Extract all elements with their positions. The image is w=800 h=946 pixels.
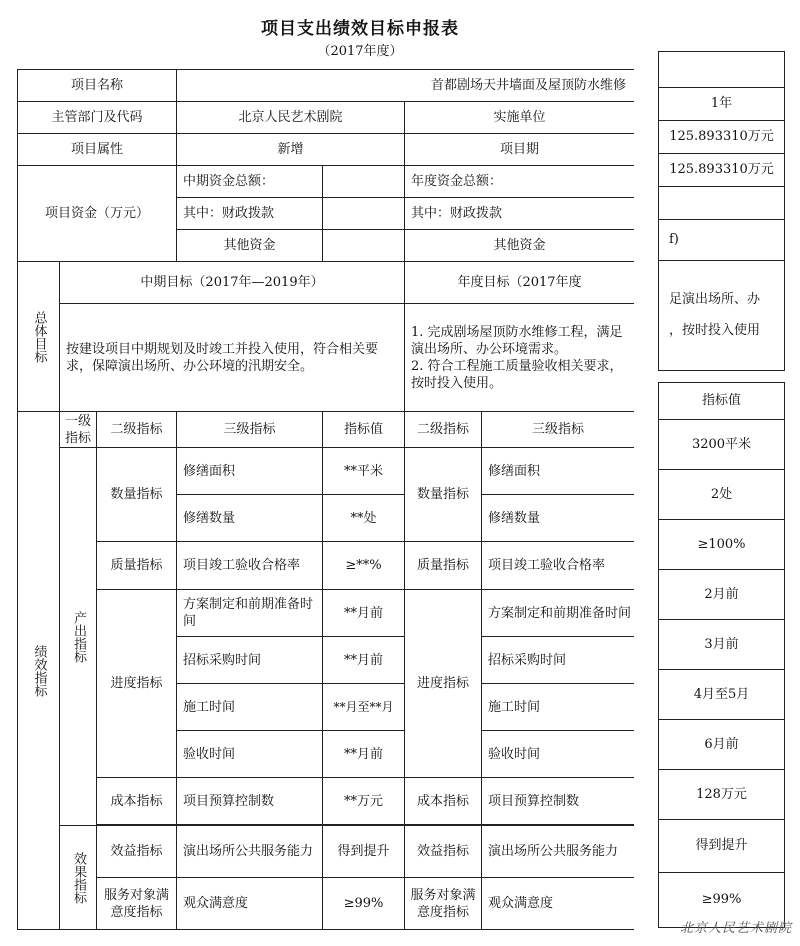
- overall-goal-label: 总体目标: [18, 262, 60, 412]
- overlay-value-2: 2处: [659, 469, 785, 519]
- indicator-row-4-year: 方案制定和前期准备时间: [482, 590, 634, 637]
- indicator-row-7: 验收时间: [177, 731, 323, 778]
- indicator-row-3-year: 项目竣工验收合格率: [482, 542, 634, 590]
- quality-label-year: 质量指标: [405, 542, 482, 590]
- progress-label: 进度指标: [97, 590, 177, 778]
- overlay-value-9: 得到提升: [659, 819, 785, 872]
- project-name-label: 项目名称: [18, 70, 177, 102]
- indicator-row-5-year: 招标采购时间: [482, 637, 634, 684]
- other-year-label: 其他资金: [405, 230, 634, 262]
- level3-header-year: 三级指标: [482, 412, 634, 448]
- overlay-annual-amount: 125.893310万元: [659, 120, 785, 153]
- dept-value: 北京人民艺术剧院: [177, 102, 405, 134]
- value-header: 指标值: [323, 412, 405, 448]
- cost-label-year: 成本指标: [405, 778, 482, 825]
- overlay-value-header: 指标值: [659, 382, 785, 419]
- indicator-row-5: 招标采购时间: [177, 637, 323, 684]
- overlay-value-6: 4月至5月: [659, 669, 785, 719]
- level1-header: 一级指标: [60, 412, 97, 448]
- quality-label: 质量指标: [97, 542, 177, 590]
- period-label: 项目期: [405, 134, 634, 166]
- indicator-row-10: 观众满意度: [177, 878, 323, 930]
- indicator-row-8: 项目预算控制数: [177, 778, 323, 825]
- impl-unit-label: 实施单位: [405, 102, 634, 134]
- indicator-row-7-year: 验收时间: [482, 731, 634, 778]
- indicator-row-2: 修缮数量: [177, 495, 323, 542]
- indicator-value-1: **平米: [323, 448, 405, 495]
- attr-label: 项目属性: [18, 134, 177, 166]
- mid-goal-text: 按建设项目中期规划及时竣工并投入使用，符合相关要求，保障演出场所、办公环境的汛期安全。: [60, 304, 405, 412]
- level2-header-year: 二级指标: [405, 412, 482, 448]
- indicator-row-6-year: 施工时间: [482, 684, 634, 731]
- fiscal-mid-label: 其中：财政拨款: [177, 198, 323, 230]
- overlay-empty-1: [659, 51, 785, 87]
- qty-label-year: 数量指标: [405, 448, 482, 542]
- overlay-value-1: 3200平米: [659, 419, 785, 469]
- year-goal-text: 1. 完成剧场屋顶防水维修工程，满足演出场所、办公环境需求。 2. 符合工程施工质量验收相关要求，按时投入使用。: [405, 304, 634, 412]
- overlay-value-3: ≥100%: [659, 519, 785, 569]
- indicator-value-8: **万元: [323, 778, 405, 825]
- year-goal-header: 年度目标（2017年度: [405, 262, 634, 304]
- dept-label: 主管部门及代码: [18, 102, 177, 134]
- overlay-value-5: 3月前: [659, 619, 785, 669]
- page-subtitle: （2017年度）: [317, 44, 403, 59]
- indicator-value-9: 得到提升: [323, 826, 405, 878]
- satisfaction-label-year: 服务对象满意度指标: [405, 878, 482, 930]
- indicator-value-6: **月至**月: [323, 684, 405, 731]
- annual-total-label: 年度资金总额：: [405, 166, 634, 198]
- indicator-row-10-year: 观众满意度: [482, 878, 634, 930]
- overlay-value-10: ≥99%: [659, 872, 785, 927]
- indicator-value-5: **月前: [323, 637, 405, 684]
- indicator-row-3: 项目竣工验收合格率: [177, 542, 323, 590]
- satisfaction-label: 服务对象满意度指标: [97, 878, 177, 930]
- funds-label: 项目资金（万元）: [18, 166, 177, 262]
- overlay-value-7: 6月前: [659, 719, 785, 769]
- right-overlay-column: [658, 14, 785, 933]
- overlay-value-4: 2月前: [659, 569, 785, 619]
- level2-header: 二级指标: [97, 412, 177, 448]
- project-name-value: 首都剧场天井墙面及屋顶防水维修: [177, 70, 634, 102]
- indicator-value-4: **月前: [323, 590, 405, 637]
- performance-label: 绩效指标: [18, 412, 60, 930]
- cost-label: 成本指标: [97, 778, 177, 825]
- indicator-row-6: 施工时间: [177, 684, 323, 731]
- overlay-value-8: 128万元: [659, 769, 785, 819]
- indicator-row-9-year: 演出场所公共服务能力: [482, 826, 634, 878]
- indicator-row-8-year: 项目预算控制数: [482, 778, 634, 825]
- overlay-period: 1年: [659, 87, 785, 120]
- watermark-stamp: 北京人民艺术剧院: [679, 921, 792, 936]
- declaration-table: [17, 69, 634, 933]
- indicator-row-1-year: 修缮面积: [482, 448, 634, 495]
- indicator-row-2-year: 修缮数量: [482, 495, 634, 542]
- overlay-empty-2: [659, 186, 785, 219]
- indicator-value-10: ≥99%: [323, 878, 405, 930]
- benefit-label-year: 效益指标: [405, 826, 482, 878]
- benefit-label: 效益指标: [97, 826, 177, 878]
- effect-label: 效果指标: [60, 826, 97, 930]
- fiscal-year-label: 其中：财政拨款: [405, 198, 634, 230]
- mid-total-label: 中期资金总额：: [177, 166, 323, 198]
- overlay-goal-text: 足演出场所、办 ，按时投入使用: [659, 260, 785, 370]
- attr-value: 新增: [177, 134, 405, 166]
- output-label: 产出指标: [60, 448, 97, 826]
- page-title: 项目支出绩效目标申报表: [261, 19, 459, 39]
- indicator-value-2: **处: [323, 495, 405, 542]
- indicator-row-1: 修缮面积: [177, 448, 323, 495]
- overlay-header-tail: f): [659, 219, 785, 260]
- progress-label-year: 进度指标: [405, 590, 482, 778]
- level3-header: 三级指标: [177, 412, 323, 448]
- indicator-row-9: 演出场所公共服务能力: [177, 826, 323, 878]
- mid-goal-header: 中期目标（2017年—2019年）: [60, 262, 405, 304]
- indicator-value-3: ≥**%: [323, 542, 405, 590]
- qty-label: 数量指标: [97, 448, 177, 542]
- other-mid-label: 其他资金: [177, 230, 323, 262]
- indicator-value-7: **月前: [323, 731, 405, 778]
- overlay-fiscal-amount: 125.893310万元: [659, 153, 785, 186]
- indicator-row-4: 方案制定和前期准备时间: [177, 590, 323, 637]
